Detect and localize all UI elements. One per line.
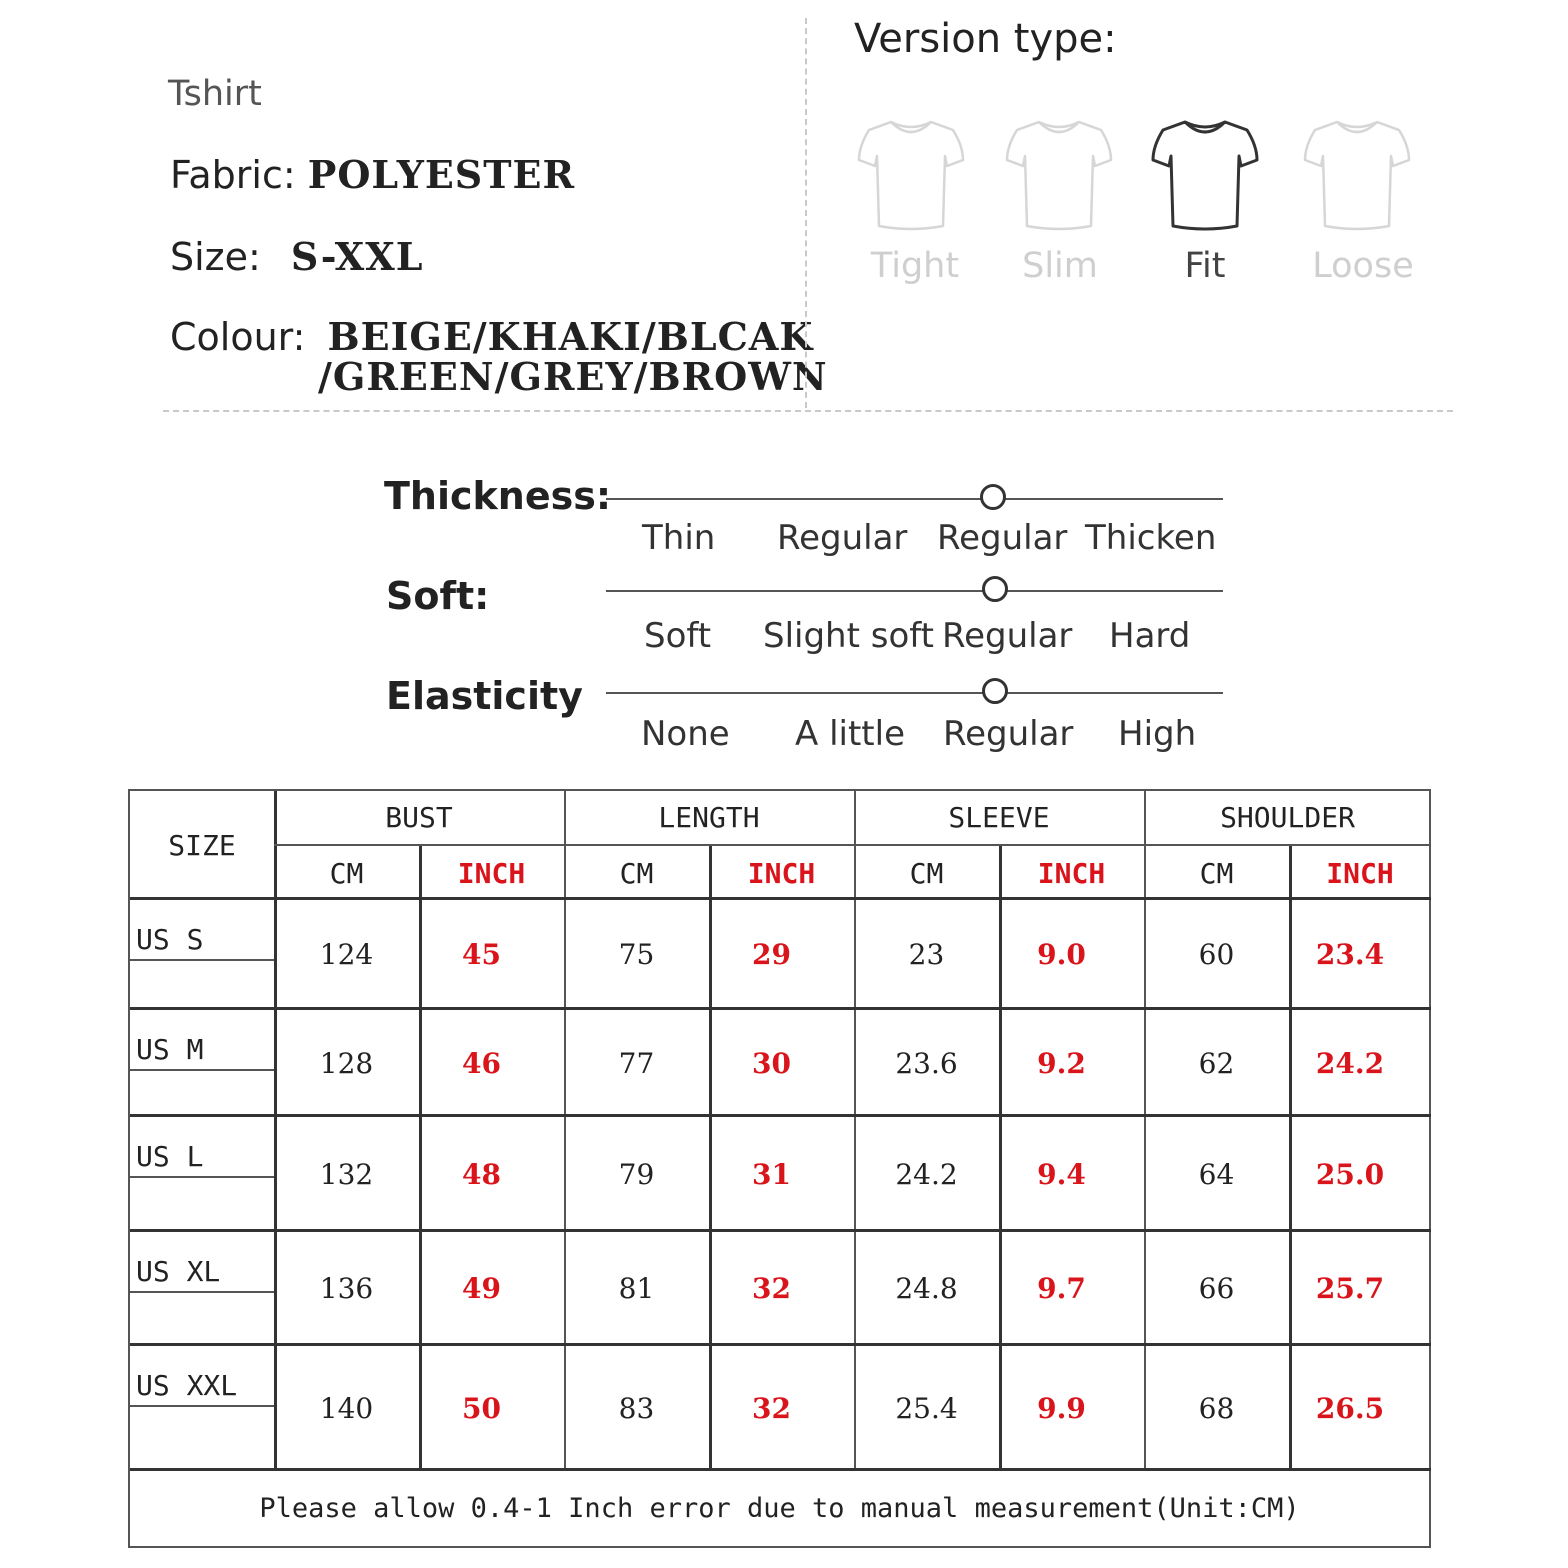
thickness-knob xyxy=(980,484,1006,510)
group-header-length: LENGTH xyxy=(658,801,760,834)
inch-subheader: INCH xyxy=(457,857,526,890)
inch-value-cell: 25.0 xyxy=(1315,1157,1385,1191)
size-label-underline xyxy=(130,1069,274,1071)
soft-track xyxy=(606,590,1223,592)
group-header-shoulder: SHOULDER xyxy=(1220,801,1355,834)
thickness-option: Thin xyxy=(642,518,716,558)
soft-knob xyxy=(982,576,1008,602)
inch-value-cell: 23.4 xyxy=(1315,938,1385,971)
thickness-option: Regular xyxy=(777,518,908,558)
elasticity-label: Elasticity xyxy=(386,674,583,718)
size-row-label: US S xyxy=(136,923,204,956)
group-divider xyxy=(1144,791,1146,1468)
cm-subheader: CM xyxy=(909,857,944,890)
thickness-track xyxy=(606,498,1223,500)
colour-info xyxy=(170,314,813,359)
thickness-option: Thicken xyxy=(1085,518,1217,558)
soft-option: Regular xyxy=(942,616,1073,656)
size-row-label: US XXL xyxy=(136,1369,238,1402)
size-row-label: US XL xyxy=(136,1255,221,1288)
group-header-sleeve: SLEEVE xyxy=(948,801,1050,834)
inch-value-cell: 29 xyxy=(752,938,791,971)
row-divider xyxy=(130,1229,1431,1232)
inch-value-cell: 32 xyxy=(752,1391,791,1425)
inch-value-cell: 45 xyxy=(462,938,501,971)
tshirt-fit-icon xyxy=(1149,116,1261,234)
cm-value-cell: 77 xyxy=(618,1046,655,1080)
measurement-note: Please allow 0.4-1 Inch error due to manual measurement(Unit:CM) xyxy=(259,1493,1300,1524)
size-label-underline xyxy=(130,1291,274,1293)
row-divider xyxy=(130,1007,1431,1010)
cm-value-cell: 128 xyxy=(319,1046,374,1080)
cm-value-cell: 83 xyxy=(618,1391,655,1425)
cm-value-cell: 62 xyxy=(1198,1046,1235,1080)
inch-value-cell: 9.0 xyxy=(1037,938,1086,971)
inch-value-cell: 25.7 xyxy=(1315,1272,1385,1305)
size-row-label: US M xyxy=(136,1033,204,1066)
inch-value-cell: 48 xyxy=(462,1157,501,1191)
fabric-label: Fabric: xyxy=(170,153,296,197)
cm-value-cell: 132 xyxy=(319,1157,374,1191)
version-option-slim: Slim xyxy=(1022,246,1098,286)
elasticity-option: A little xyxy=(795,714,905,754)
version-option-loose: Loose xyxy=(1312,246,1414,286)
inch-value-cell: 50 xyxy=(462,1391,501,1425)
header-bottom-line xyxy=(130,897,1431,900)
group-header-bust: BUST xyxy=(385,801,453,834)
inch-value-cell: 9.9 xyxy=(1037,1391,1086,1425)
fabric-info xyxy=(170,152,575,197)
elasticity-option: None xyxy=(641,714,730,754)
product-type: Tshirt xyxy=(168,74,262,114)
row-divider xyxy=(130,1114,1431,1117)
size-label-underline xyxy=(130,1405,274,1407)
elasticity-option: High xyxy=(1118,714,1197,754)
inch-subheader: INCH xyxy=(1037,857,1106,890)
fabric-value: POLYESTER xyxy=(307,152,576,197)
size-row-label: US L xyxy=(136,1140,204,1173)
inch-value-cell: 9.2 xyxy=(1037,1046,1086,1080)
elasticity-knob xyxy=(982,678,1008,704)
tshirt-loose-icon xyxy=(1301,116,1413,234)
cm-value-cell: 60 xyxy=(1198,938,1235,971)
size-label-underline xyxy=(130,959,274,961)
colour-value-line1: BEIGE/KHAKI/BLCAK xyxy=(327,314,814,359)
inch-subheader: INCH xyxy=(1326,857,1394,890)
cm-value-cell: 24.2 xyxy=(895,1157,958,1191)
inch-value-cell: 31 xyxy=(752,1157,791,1191)
soft-option: Slight soft xyxy=(763,616,934,656)
inch-value-cell: 26.5 xyxy=(1315,1391,1385,1425)
cm-value-cell: 25.4 xyxy=(895,1391,958,1425)
cm-value-cell: 75 xyxy=(618,938,655,971)
cm-value-cell: 81 xyxy=(618,1272,655,1305)
inch-value-cell: 32 xyxy=(752,1272,791,1305)
inch-value-cell: 30 xyxy=(752,1046,791,1080)
cm-value-cell: 68 xyxy=(1198,1391,1235,1425)
vertical-divider xyxy=(805,18,807,408)
soft-option: Hard xyxy=(1109,616,1191,656)
size-column-divider xyxy=(274,791,277,1468)
inch-value-cell: 49 xyxy=(462,1272,501,1305)
elasticity-track xyxy=(606,692,1223,694)
soft-option: Soft xyxy=(644,616,712,656)
cm-value-cell: 23 xyxy=(908,938,945,971)
size-label: Size: xyxy=(170,235,261,279)
cm-subheader: CM xyxy=(619,857,654,890)
inch-value-cell: 9.4 xyxy=(1037,1157,1086,1191)
size-table xyxy=(128,789,1431,1548)
thickness-option: Regular xyxy=(937,518,1068,558)
size-header: SIZE xyxy=(168,829,236,862)
row-divider xyxy=(130,1468,1431,1471)
cm-subheader: CM xyxy=(329,857,364,890)
group-divider xyxy=(564,791,566,1468)
colour-label: Colour: xyxy=(170,315,306,359)
cm-value-cell: 23.6 xyxy=(895,1046,958,1080)
size-value: S-XXL xyxy=(290,234,424,279)
version-option-fit: Fit xyxy=(1184,246,1226,286)
inch-value-cell: 24.2 xyxy=(1315,1046,1385,1080)
inch-value-cell: 9.7 xyxy=(1037,1272,1086,1305)
elasticity-option: Regular xyxy=(943,714,1074,754)
cm-value-cell: 124 xyxy=(319,938,374,971)
size-label-underline xyxy=(130,1176,274,1178)
row-divider xyxy=(130,1343,1431,1346)
inch-value-cell: 46 xyxy=(462,1046,501,1080)
soft-label: Soft: xyxy=(386,574,490,618)
version-option-tight: Tight xyxy=(870,246,960,286)
cm-value-cell: 136 xyxy=(319,1272,374,1305)
size-info xyxy=(170,234,423,279)
tshirt-slim-icon xyxy=(1003,116,1115,234)
group-divider xyxy=(854,791,856,1468)
tshirt-tight-icon xyxy=(855,116,967,234)
version-title: Version type: xyxy=(854,16,1117,62)
cm-value-cell: 140 xyxy=(319,1391,374,1425)
cm-value-cell: 64 xyxy=(1198,1157,1235,1191)
thickness-label: Thickness: xyxy=(384,474,612,518)
colour-value-line2: /GREEN/GREY/BROWN xyxy=(318,354,828,399)
cm-value-cell: 24.8 xyxy=(895,1272,958,1305)
inch-subheader: INCH xyxy=(747,857,816,890)
cm-value-cell: 79 xyxy=(618,1157,655,1191)
horizontal-divider xyxy=(163,410,1453,412)
cm-subheader: CM xyxy=(1199,857,1234,890)
group-header-underline xyxy=(274,844,1431,846)
cm-value-cell: 66 xyxy=(1198,1272,1235,1305)
